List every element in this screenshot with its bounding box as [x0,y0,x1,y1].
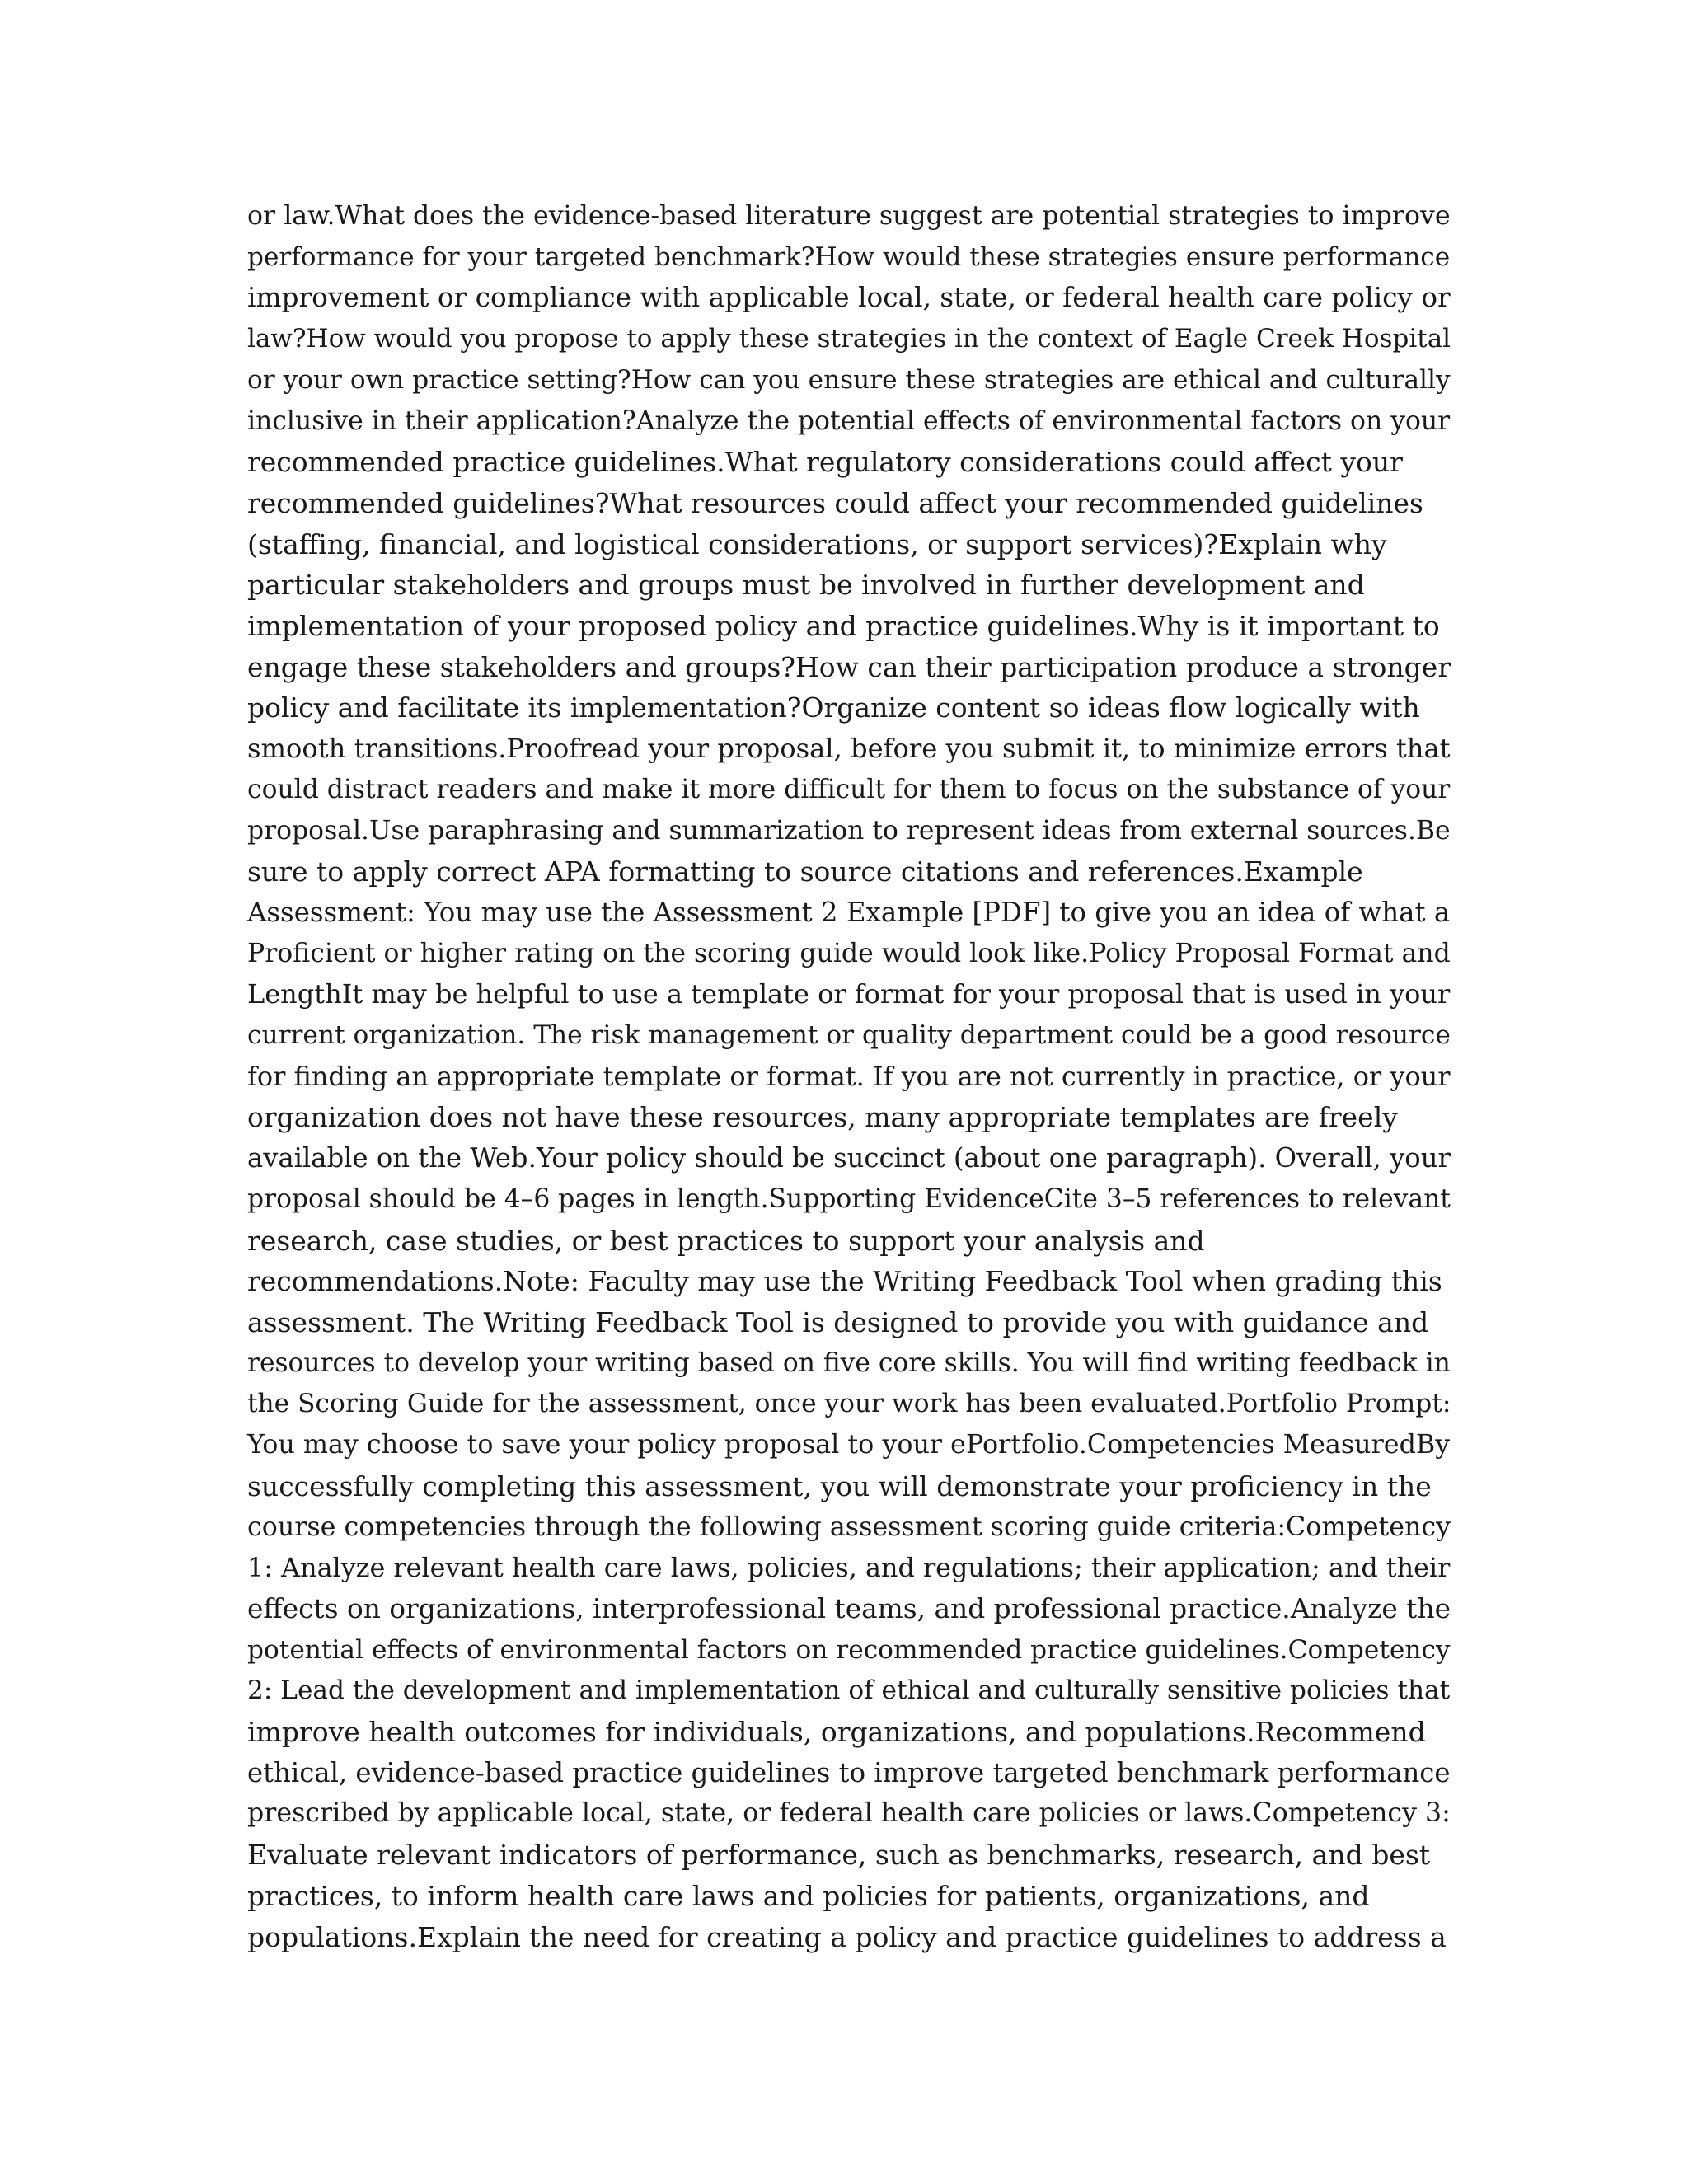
text-line: smooth transitions.Proofread your proposal, before you submit it, to minimize errors that [247,733,1451,765]
text-line: could distract readers and make it more difficult for them to focus on the substance of your [247,774,1451,804]
text-line: 2: Lead the development and implementation of ethical and culturally sensitive policies that [247,1675,1451,1706]
text-line: effects on organizations, interprofessional teams, and professional practice.Analyze the [247,1592,1451,1624]
text-line: sure to apply correct APA formatting to source citations and references.Example [247,855,1363,888]
text-line: engage these stakeholders and groups?How can their participation produce a stronger [247,650,1451,683]
text-line: organization does not have these resources, many appropriate templates are freely [247,1101,1398,1134]
text-line: or your own practice setting?How can you ensure these strategies are ethical and culturally [247,364,1451,395]
text-line: recommendations.Note: Faculty may use the Writing Feedback Tool when grading this [247,1265,1442,1298]
text-line: particular stakeholders and groups must be involved in further development and [247,569,1365,602]
text-line: 1: Analyze relevant health care laws, policies, and regulations; their application; and their [247,1552,1451,1584]
text-line: available on the Web.Your policy should be succinct (about one paragraph). Overall, your [247,1142,1451,1174]
text-line: policy and facilitate its implementation?Organize content so ideas flow logically with [247,691,1420,724]
text-line: law?How would you propose to apply these strategies in the context of Eagle Creek Hospital [247,324,1451,354]
text-line: LengthIt may be helpful to use a template or format for your proposal that is used in your [247,978,1451,1010]
text-line: Assessment: You may use the Assessment 2 Example [PDF] to give you an idea of what a [247,896,1451,928]
body-paragraph [247,196,1451,1957]
text-line: assessment. The Writing Feedback Tool is designed to provide you with guidance and [247,1305,1429,1338]
text-line: implementation of your proposed policy and practice guidelines.Why is it important to [247,610,1440,643]
text-line: successfully completing this assessment, you will demonstrate your proficiency in the [247,1469,1432,1502]
text-line: proposal should be 4–6 pages in length.Supporting EvidenceCite 3–5 references to relevant [247,1183,1451,1214]
text-line: improve health outcomes for individuals, organizations, and populations.Recommend [247,1716,1426,1749]
text-line: current organization. The risk management or quality department could be a good resource [247,1020,1451,1051]
text-line: or law.What does the evidence-based literature suggest are potential strategies to improve [247,201,1451,231]
text-line: course competencies through the following assessment scoring guide criteria:Competency [247,1511,1451,1542]
text-line: performance for your targeted benchmark?How would these strategies ensure performance [247,241,1451,272]
text-line: improvement or compliance with applicable local, state, or federal health care policy or [247,282,1451,314]
text-line: Evaluate relevant indicators of performance, such as benchmarks, research, and best [247,1839,1431,1872]
text-line: proposal.Use paraphrasing and summarization to represent ideas from external sources.Be [247,815,1451,846]
text-line: the Scoring Guide for the assessment, once your work has been evaluated.Portfolio Prompt: [247,1389,1451,1419]
text-line: populations.Explain the need for creating a policy and practice guidelines to address a [247,1920,1447,1953]
text-line: Proficient or higher rating on the scoring guide would look like.Policy Proposal Format and [247,938,1451,968]
text-line: for finding an appropriate template or format. If you are not currently in practice, or your [247,1060,1451,1092]
text-line: potential effects of environmental factors on recommended practice guidelines.Competency [247,1634,1451,1665]
text-line: ethical, evidence-based practice guidelines to improve targeted benchmark performance [247,1756,1451,1788]
text-line: prescribed by applicable local, state, or federal health care policies or laws.Competency 3: [247,1798,1451,1829]
text-line: inclusive in their application?Analyze the potential effects of environmental factors on your [247,405,1451,436]
text-line: resources to develop your writing based on five core skills. You will find writing feedback in [247,1347,1451,1378]
text-line: (staffing, financial, and logistical considerations, or support services)?Explain why [247,527,1387,560]
text-line: practices, to inform health care laws and policies for patients, organizations, and [247,1879,1370,1912]
text-line: You may choose to save your policy proposal to your ePortfolio.Competencies MeasuredBy [247,1430,1451,1460]
text-line: research, case studies, or best practices to support your analysis and [247,1224,1205,1257]
text-line: recommended guidelines?What resources could affect your recommended guidelines [247,486,1423,519]
text-line: recommended practice guidelines.What regulatory considerations could affect your [247,446,1403,479]
